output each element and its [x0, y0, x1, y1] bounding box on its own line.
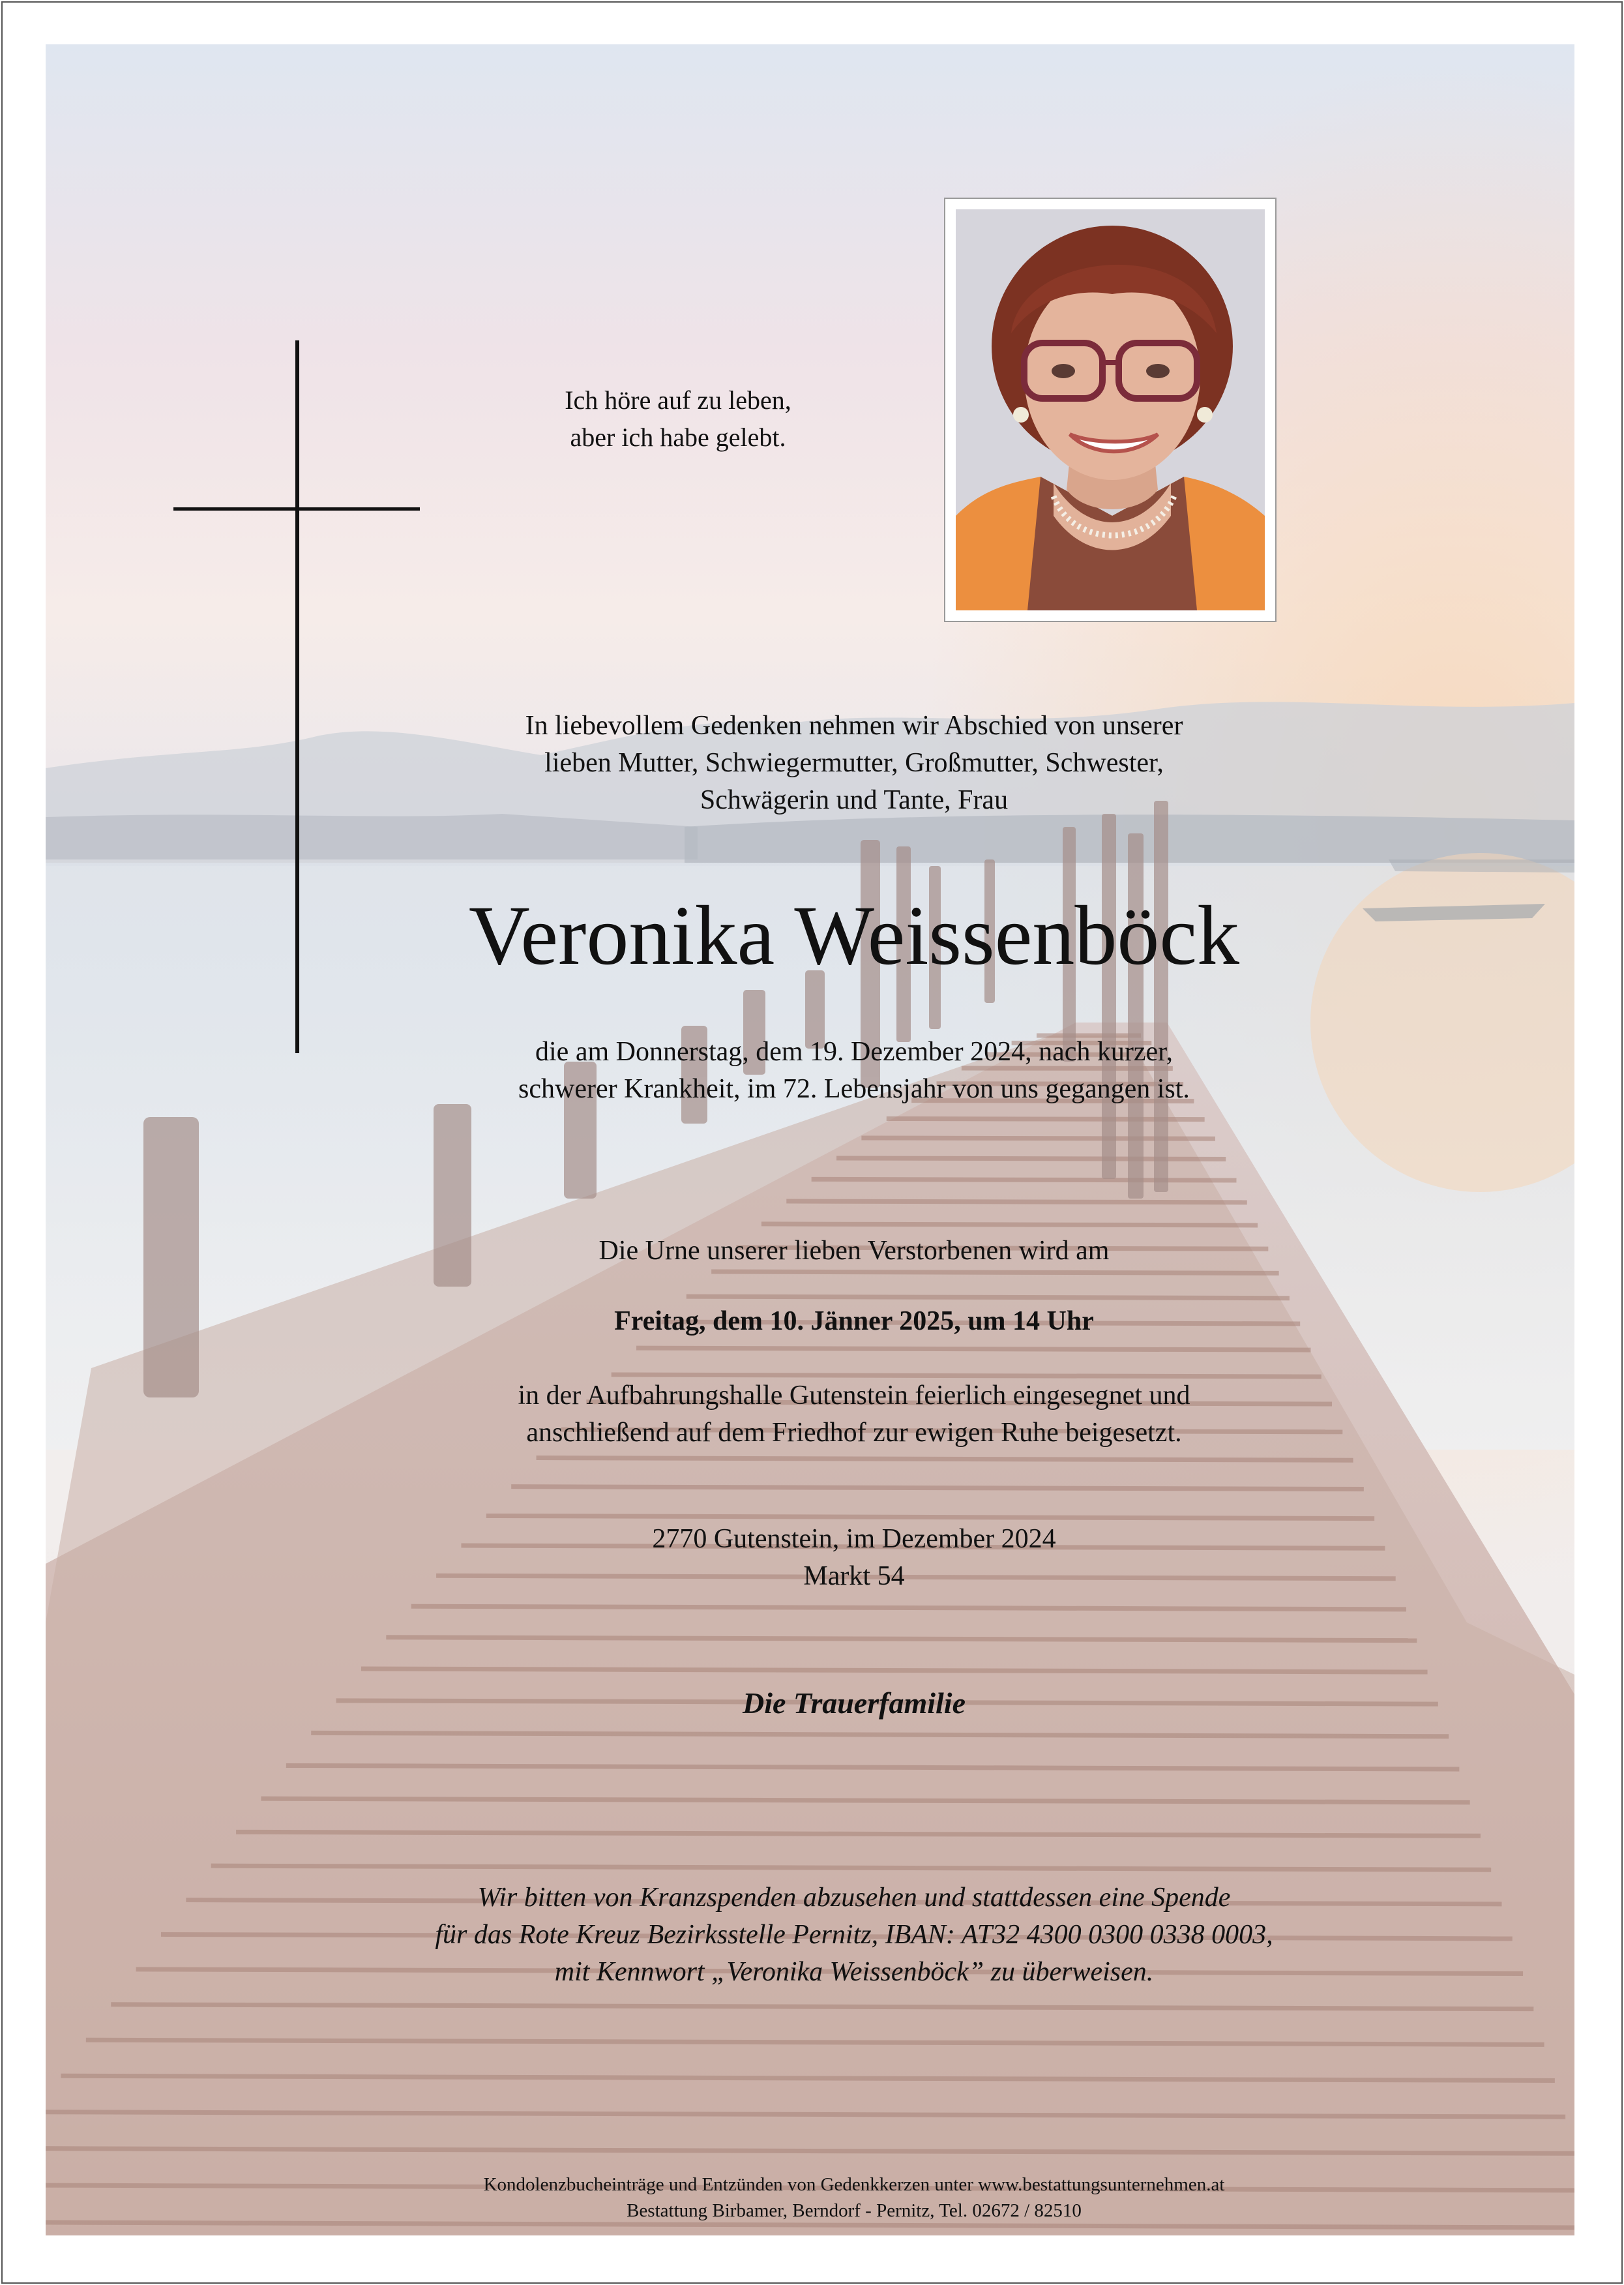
pier-plank: [537, 1458, 1353, 1461]
intro-text: [352, 708, 1356, 819]
donation-line: mit Kennwort „Veronika Weissenböck” zu überweisen.: [554, 1957, 1154, 1987]
pier-plank: [812, 1179, 1237, 1180]
intro-line: In liebevollem Gedenken nehmen wir Abschied von unserer: [525, 711, 1183, 741]
ceremony-place-line: anschließend auf dem Friedhof zur ewigen Ruhe beigesetzt.: [526, 1418, 1182, 1448]
pier-plank: [411, 1606, 1406, 1609]
ceremony-intro-line: Die Urne unserer lieben Verstorbenen wird am: [598, 1236, 1110, 1266]
footer-condolence-line: Kondolenzbucheinträge und Entzünden von Gedenkkerzen unter www.bestattungsunternehmen.at: [483, 2174, 1225, 2195]
portrait-photo: [956, 209, 1265, 610]
pier-plank: [486, 1516, 1374, 1518]
address-line: Markt 54: [803, 1561, 905, 1591]
pier-plank: [786, 1201, 1247, 1202]
death-notice: [352, 1034, 1356, 1108]
ceremony-date: [352, 1303, 1356, 1340]
pier-plank: [511, 1487, 1364, 1489]
ceremony-intro: [352, 1232, 1356, 1270]
donation-line: Wir bitten von Kranzspenden abzusehen und stattdessen eine Spende: [477, 1883, 1231, 1913]
donation-line: für das Rote Kreuz Bezirksstelle Pernitz, IBAN: AT32 4300 0300 0338 0003,: [435, 1920, 1273, 1950]
pier-plank: [761, 1224, 1258, 1225]
motto-quote: [469, 381, 887, 456]
intro-line: Schwägerin und Tante, Frau: [700, 785, 1009, 815]
pier-plank: [687, 1296, 1290, 1298]
signature-text: Die Trauerfamilie: [743, 1686, 966, 1720]
deceased-name: Veronika Weissenböck: [468, 889, 1240, 983]
place-date-line: 2770 Gutenstein, im Dezember 2024: [652, 1524, 1056, 1554]
death-notice-line: schwerer Krankheit, im 72. Lebensjahr von uns gegangen ist.: [518, 1074, 1190, 1104]
death-notice-line: die am Donnerstag, dem 19. Dezember 2024, nach kurzer,: [535, 1037, 1173, 1067]
ceremony-place: [352, 1377, 1356, 1452]
ceremony-place-line: in der Aufbahrungshalle Gutenstein feierlich eingesegnet und: [518, 1381, 1190, 1411]
pier-plank: [612, 1375, 1321, 1377]
footer-undertaker-line: Bestattung Birbamer, Berndorf - Pernitz, Tel. 02672 / 82510: [627, 2200, 1082, 2221]
family-signature: [352, 1684, 1356, 1722]
motto-line: aber ich habe gelebt.: [570, 423, 786, 452]
place-and-date: [352, 1521, 1356, 1595]
footer: [352, 2172, 1356, 2224]
intro-line: lieben Mutter, Schwiegermutter, Großmutter, Schwester,: [544, 748, 1164, 778]
portrait-of-deceased: [956, 209, 1265, 610]
motto-line: Ich höre auf zu leben,: [565, 385, 791, 415]
pier-plank: [386, 1637, 1417, 1641]
ceremony-date-line: Freitag, dem 10. Jänner 2025, um 14 Uhr: [614, 1306, 1094, 1336]
donation-request: [352, 1879, 1356, 1991]
pier-plank: [636, 1348, 1310, 1350]
portrait-photo-frame: [944, 198, 1277, 622]
pier-plank: [711, 1272, 1278, 1273]
